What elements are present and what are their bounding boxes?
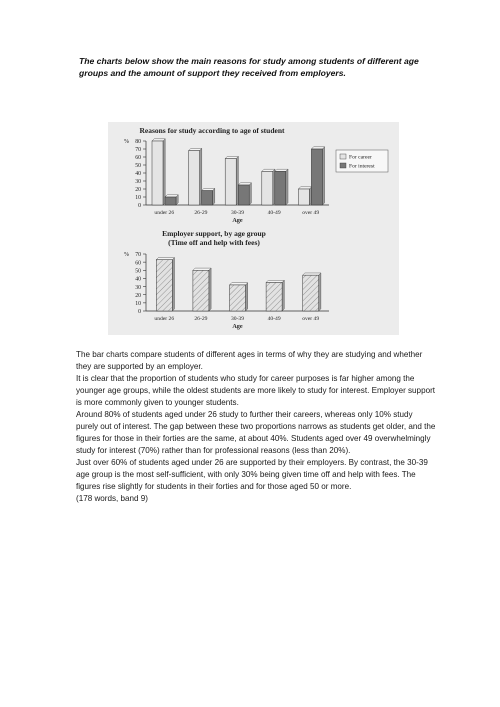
chart2-y-tick-label: 40 — [135, 276, 141, 283]
chart1-bar — [202, 191, 213, 205]
chart2-y-tick-label: 10 — [135, 301, 141, 308]
chart2-bar-top — [230, 283, 248, 285]
chart2-y-tick-label: 60 — [135, 260, 141, 267]
chart1-legend-label: For interest — [349, 163, 375, 170]
chart2-y-tick-label: 50 — [135, 268, 141, 275]
employer-support-chart — [124, 229, 329, 330]
chart1-bar-top — [298, 187, 311, 189]
chart2-bar-side — [172, 258, 174, 312]
chart2-y-tick-label: 20 — [135, 292, 141, 299]
chart1-y-tick-label: 30 — [135, 179, 141, 186]
chart1-x-tick-label: 26-29 — [194, 210, 208, 216]
chart2-subtitle: (Time off and help with fees) — [168, 238, 260, 247]
essay-paragraph-1: The bar charts compare students of different ages in terms of why they are studying and whether they are supported by an employer. — [76, 350, 423, 371]
essay-paragraph-4: Just over 60% of students aged under 26 are supported by their employers. By contrast, the 30-39 age group is the most self-sufficient, with only 30% being given time off and help with fees. The figures rise slightly for students in their forties and for those aged 50 or more. — [76, 458, 428, 491]
chart1-bar-top — [165, 195, 178, 197]
chart2-bar-side — [319, 273, 321, 311]
chart2-bar-top — [266, 280, 284, 282]
chart1-bar-side — [322, 147, 324, 205]
chart1-bar-top — [152, 139, 165, 141]
chart1-y-tick-label: 70 — [135, 147, 141, 154]
chart1-bar — [152, 141, 163, 205]
chart1-bar-side — [163, 139, 165, 205]
chart1-y-tick-label: 0 — [138, 203, 141, 210]
chart2-bar — [193, 270, 209, 311]
chart1-bar — [238, 185, 249, 205]
essay-text — [76, 349, 436, 505]
chart1-bar — [262, 171, 273, 205]
chart2-y-tick-label: 70 — [135, 252, 141, 259]
reasons-chart — [124, 126, 388, 224]
essay-paragraph-3: Around 80% of students aged under 26 study to further their careers, whereas only 10% study purely out of interest. The gap between these two proportions narrows as students get older, and the figures for those in their forties are the same, at about 40%. Students aged over 49 overwhelmingly study for interest (70%) rather than for professional reasons (less than 20%). — [76, 410, 436, 455]
chart1-x-tick-label: over 49 — [302, 210, 320, 216]
chart2-x-tick-label: over 49 — [302, 316, 320, 322]
chart2-bar-side — [246, 283, 248, 311]
chart2-bar-top — [303, 273, 321, 275]
chart1-bar — [311, 149, 322, 205]
chart1-bar — [165, 197, 176, 205]
chart1-bar-side — [213, 188, 215, 205]
chart1-bar-top — [311, 147, 324, 149]
chart2-x-tick-label: 26-29 — [194, 316, 208, 322]
chart1-bar-side — [286, 169, 288, 205]
chart1-legend-label: For career — [349, 154, 372, 161]
chart2-x-axis-label: Age — [232, 323, 243, 330]
chart1-title: Reasons for study according to age of student — [139, 126, 285, 135]
chart1-bar — [225, 159, 236, 205]
chart1-bar-top — [189, 148, 202, 150]
chart2-x-tick-label: 30-39 — [230, 316, 245, 322]
essay-word-count: (178 words, band 9) — [76, 494, 148, 503]
chart1-bar-side — [249, 183, 251, 205]
chart2-x-tick-label: under 26 — [154, 316, 175, 322]
chart2-title: Employer support, by age group — [162, 229, 266, 238]
chart1-bar-top — [238, 183, 251, 185]
chart2-bar — [230, 285, 246, 311]
chart1-bar-top — [225, 156, 238, 158]
chart1-bar — [189, 151, 200, 205]
chart2-bar — [303, 275, 319, 311]
chart2-y-tick-label: 0 — [138, 309, 141, 316]
chart2-bar-top — [193, 268, 211, 270]
chart1-bar-top — [262, 169, 275, 171]
chart2-bar — [156, 260, 172, 311]
chart1-y-tick-label: 60 — [135, 155, 141, 162]
chart1-y-tick-label: 20 — [135, 187, 141, 194]
chart1-x-axis-label: Age — [232, 217, 243, 224]
task-prompt: The charts below show the main reasons for study among students of different age groups and the amount of support they received from employers. — [79, 56, 419, 78]
chart2-y-axis-label: % — [124, 252, 129, 259]
chart1-y-tick-label: 10 — [135, 195, 141, 202]
chart1-legend-swatch — [340, 154, 346, 159]
chart1-y-axis-label: % — [124, 139, 129, 146]
chart2-bar-side — [209, 268, 211, 311]
chart2-x-tick-label: 40-49 — [267, 316, 281, 322]
chart2-bar — [266, 283, 282, 312]
chart1-bar — [298, 189, 309, 205]
chart1-bar-top — [275, 169, 288, 171]
chart-figure — [108, 122, 399, 335]
chart1-bar — [275, 171, 286, 205]
chart1-x-tick-label: under 26 — [154, 210, 175, 216]
chart1-legend-swatch — [340, 163, 346, 168]
charts-svg — [108, 122, 399, 335]
chart1-x-tick-label: 40-49 — [267, 210, 281, 216]
chart1-x-tick-label: 30-39 — [230, 210, 245, 216]
chart1-bar-top — [202, 188, 215, 190]
chart1-y-tick-label: 40 — [135, 171, 141, 178]
chart2-bar-top — [156, 258, 174, 260]
chart2-y-tick-label: 30 — [135, 284, 141, 291]
chart1-y-tick-label: 80 — [135, 139, 141, 146]
essay-paragraph-2: It is clear that the proportion of students who study for career purposes is far higher among the younger age groups, while the oldest students are more likely to study for interest. Employer support is more commonly given to younger students. — [76, 374, 436, 407]
chart2-bar-side — [282, 280, 284, 311]
chart1-y-tick-label: 50 — [135, 163, 141, 170]
